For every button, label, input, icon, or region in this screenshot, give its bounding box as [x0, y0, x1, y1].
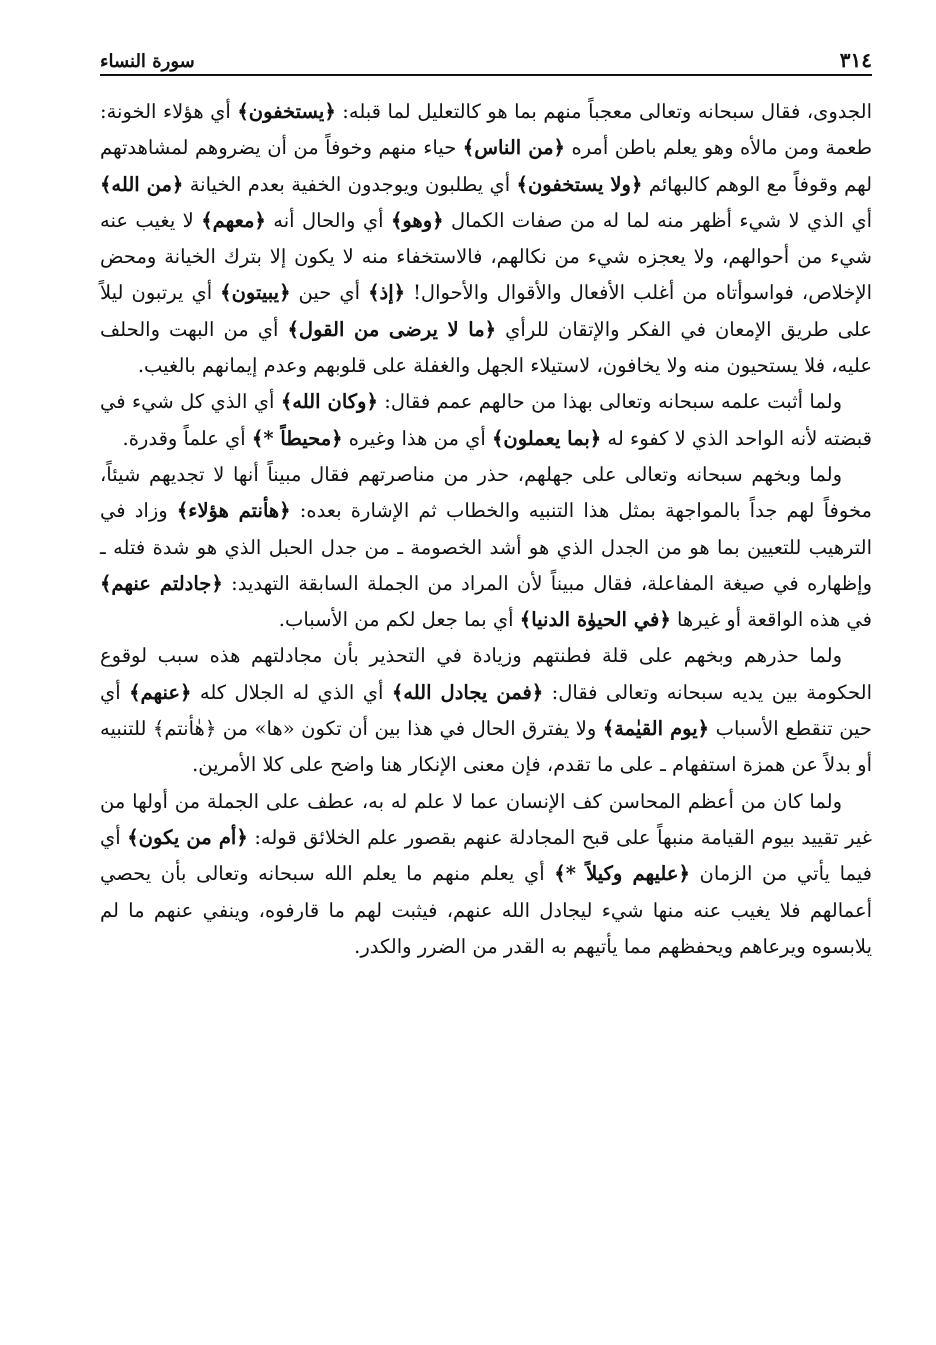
quran-quote: ﴿فمن يجادل الله﴾ [391, 680, 544, 704]
commentary-segment: ولا يفترق الحال في هذا بين أن تكون «ها» من [216, 717, 603, 741]
quran-quote: ﴿هأنتم هؤلاء﴾ [176, 499, 291, 523]
quran-quote: ﴿جادلتم عنهم﴾ [100, 571, 223, 595]
commentary-segment: في هذه الواقعة أو غيرها [670, 608, 872, 632]
commentary-segment: أي علماً وقدرة. [122, 426, 252, 450]
commentary-segment: أي الذي كل شيء في قبضته لأنه الواحد الذي لا كفوء له [100, 390, 872, 450]
commentary-segment: لا يغيب عنه شيء من أحوالهم، ولا يعجزه شيء من نكالهم، فالاستخفاء منه لا يكون إلا بترك الخيانة ومحض الإخلاص، فواسوأتاه من أغلب الأفعال والأقوال والأحوال! [100, 208, 872, 305]
commentary-segment: أي والحال أنه [265, 208, 391, 232]
commentary-segment: أي حين تنقطع الأسباب [100, 680, 872, 741]
quran-quote: ﴿ولا يستخفون﴾ [516, 172, 643, 196]
surah-title: سورة النساء [100, 51, 195, 72]
quran-quote: ﴿عليهم وكيلاً *﴾ [554, 862, 690, 886]
commentary-paragraph [100, 784, 872, 965]
commentary-segment: حياء منهم وخوفاً من أن يضروهم لمشاهدتهم لهم وقوفاً مع الوهم كالبهائم [100, 136, 873, 196]
quran-quote: ﴿من الله﴾ [100, 172, 184, 196]
commentary-segment: أي من البهت والحلف عليه، فلا يستحيون منه ولا يخافون، لاستيلاء الجهل والغفلة على قلوبهم وعدم إيمانهم بالغيب. [100, 317, 872, 378]
commentary-segment: أي الذي لا شيء أظهر منه لما له من صفات الكمال [443, 208, 872, 232]
commentary-segment: للتنبيه أو بدلاً عن همزة استفهام ـ على ما تقدم، فإن معنى الإنكار هنا واضح على كلا الأمرين. [100, 717, 872, 777]
quran-quote: ﴿عنهم﴾ [129, 680, 192, 704]
commentary-segment: أي يرتبون ليلاً على طريق الإمعان في الفكر والإتقان للرأي [100, 281, 872, 341]
commentary-paragraph [100, 638, 872, 783]
commentary-segment: أي فيما يأتي من الزمان [100, 825, 872, 886]
commentary-segment: ولما حذرهم وبخهم على قلة فطنتهم وزيادة في التحذير بأن مجادلتهم هذه سبب لوقوع الحكومة بين يديه سبحانه وتعالى فقال: [100, 644, 872, 704]
quran-quote: ﴿وهو﴾ [390, 208, 444, 232]
quran-quote: ﴿أم من يكون﴾ [127, 825, 248, 849]
commentary-paragraph [100, 384, 872, 457]
commentary-segment: أي حين [290, 281, 369, 305]
page-header [100, 42, 872, 76]
commentary-segment: ﴿هٰأنتم﴾ [152, 717, 217, 741]
quran-quote: ﴿يبيتون﴾ [220, 281, 291, 305]
book-page [100, 42, 872, 965]
quran-quote: ﴿في الحيوٰة الدنيا﴾ [519, 608, 671, 632]
quran-quote: ﴿من الناس﴾ [462, 136, 565, 160]
commentary-paragraph [100, 94, 872, 384]
commentary-segment: ولما وبخهم سبحانه وتعالى على جهلهم، حذر من مناصرتهم فقال مبيناً أنها لا تجديهم شيئاً، مخوفاً لهم جداً بالمواجهة بمثل هذا التنبيه والخطاب ثم الإشارة بعده: [100, 462, 872, 523]
commentary-text [100, 94, 872, 965]
commentary-segment: أي يطلبون ويوجدون الخفية بعدم الخيانة [183, 172, 517, 196]
quran-quote: ﴿وكان الله﴾ [280, 390, 378, 414]
commentary-segment: وزاد في الترهيب للتعيين بما هو من الجدل الذي هو أشد الخصومة ـ من جدل الحبل الذي هو شدة فتله ـ وإظهاره في صيغة المفاعلة، فقال مبيناً لأن المراد من الجملة السابقة التهديد: [100, 499, 872, 595]
quran-quote: ﴿معهم﴾ [201, 208, 266, 232]
page-number: ٣١٤ [839, 48, 872, 72]
quran-quote: ﴿يستخفون﴾ [237, 100, 336, 123]
quran-quote: ﴿ما لا يرضى من القول﴾ [287, 317, 497, 341]
quran-quote: ﴿بما يعملون﴾ [491, 426, 602, 450]
quran-quote: ﴿محيطاً *﴾ [251, 426, 343, 450]
quran-quote: ﴿إذ﴾ [368, 281, 406, 305]
commentary-segment: ولما أثبت علمه سبحانه وتعالى بهذا من حالهم عمم فقال: [377, 390, 842, 414]
commentary-segment: أي بما جعل لكم من الأسباب. [278, 608, 520, 632]
commentary-segment: أي يعلم منهم ما يعلم الله سبحانه وتعالى بأن يحصي أعمالهم فلا يغيب عنه منها شيء ليجادل الله عنهم، فيثبت لهم ما قارفوه، وينفي عنهم ما لم يلابسوه ويرعاهم ويحفظهم مما يأتيهم به القدر من الضرر والكدر. [100, 862, 872, 958]
commentary-segment: الجدوى، فقال سبحانه وتعالى معجباً منهم بما هو كالتعليل لما قبله: [335, 100, 872, 123]
commentary-segment: أي هؤلاء الخونة: طعمة ومن مالأه وهو يعلم باطن أمره [100, 100, 873, 160]
commentary-paragraph [100, 457, 872, 638]
quran-quote: ﴿يوم القيٰمة﴾ [602, 717, 710, 741]
commentary-segment: أي من هذا وغيره [342, 426, 492, 450]
commentary-segment: ولما كان من أعظم المحاسن كف الإنسان عما لا علم له به، عطف على الجملة من أولها من غير تقييد بيوم القيامة منبهاً على قبح المجادلة عنهم بقصور علم الخلائق قوله: [100, 789, 872, 849]
commentary-segment: أي الذي له الجلال كله [191, 680, 392, 704]
